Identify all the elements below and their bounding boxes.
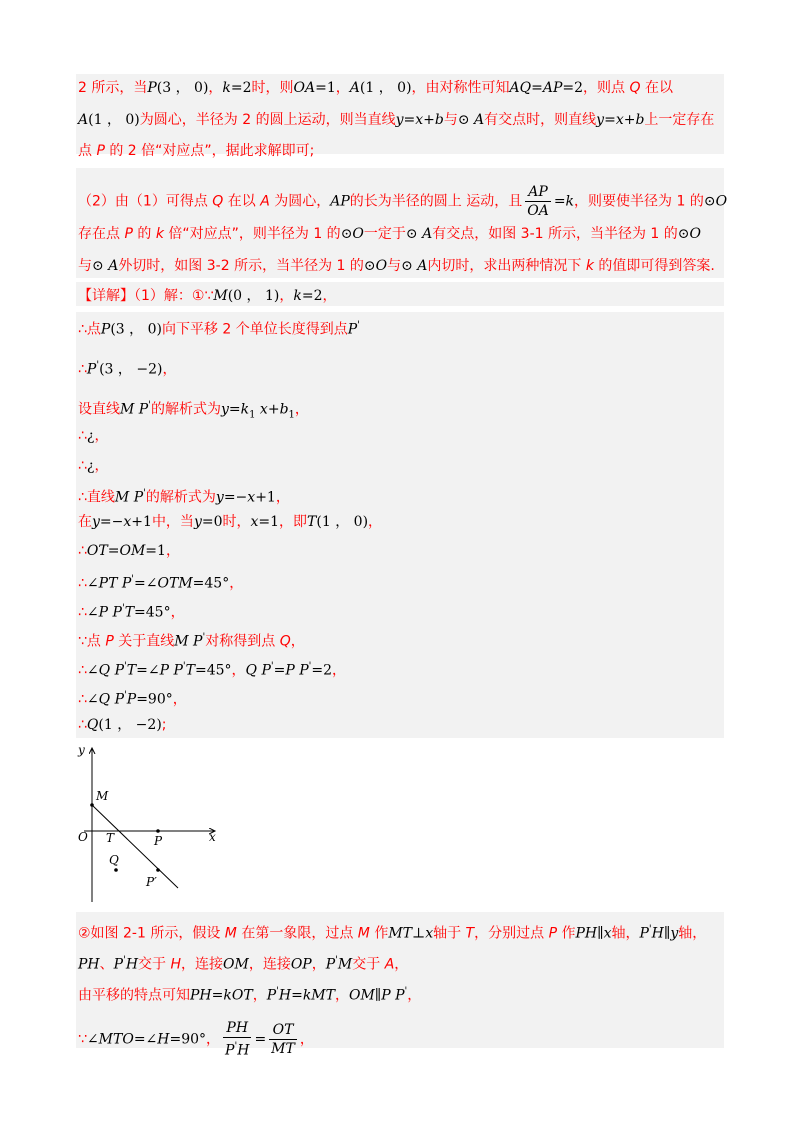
text-line-l1: 2 所示，当P(3 ， 0)，k=2时，则OA=1，A(1 ， 0)，由对称性可知AQ=AP=2，则点 Q 在以 xyxy=(78,80,673,96)
text-line-l15: ∴OT=OM=1， xyxy=(78,543,180,559)
text-line-l18: ∵点 P 关于直线M P'对称得到点 Q， xyxy=(78,632,305,650)
text-line-l8: ∴点P(3 ， 0)向下平移 2 个单位长度得到点P' xyxy=(78,320,360,338)
text-line-l21: ∴Q(1 ， −2); xyxy=(78,717,167,733)
label-m: M xyxy=(96,789,109,803)
label-t: T xyxy=(106,831,115,845)
text-line-l14: 在y=−x+1中，当y=0时，x=1，即T(1 ， 0)， xyxy=(78,514,383,530)
text-line-l11: ∴¿， xyxy=(78,428,109,444)
label-p-prime: P′ xyxy=(146,875,157,889)
text-line-l25: ∵∠MTO=∠H=90°， $\frac{PH}{P'H}$ = $\frac{OT}{MT}$ ， xyxy=(78,1020,314,1059)
text-line-l2: A(1 ， 0)为圆心，半径为 2 的圆上运动，则当直线y=x+b与⊙ A有交点时，则直线y=x+b上一定存在 xyxy=(78,112,715,128)
text-line-l19: ∴∠Q P'T=∠P P'T=45°，Q P'=P P'=2， xyxy=(78,661,347,679)
text-line-l3: 点 P 的 2 倍“对应点”，据此求解即可; xyxy=(78,143,315,159)
label-o: O xyxy=(78,830,88,844)
text-line-l4: （2）由（1）可得点 Q 在以 A 为圆心，AP的长为半径的圆上 运动，且 $\frac{AP}{OA}$ =k，则要使半径为 1 的⊙O xyxy=(78,184,728,219)
coordinate-figure xyxy=(76,742,219,905)
text-line-l17: ∴∠P P'T=45°， xyxy=(78,603,185,621)
text-line-l6: 与⊙ A外切时，如图 3-2 所示，当半径为 1 的⊙O与⊙ A内切时，求出两种情况下 k 的值即可得到答案. xyxy=(78,258,715,274)
text-line-l9: ∴P'(3 ， −2)， xyxy=(78,360,177,378)
label-q: Q xyxy=(109,853,119,867)
text-line-l23: PH、P'H交于 H，连接OM，连接OP，P'M交于 A， xyxy=(78,955,409,973)
label-x: x xyxy=(209,830,216,844)
point-m xyxy=(90,803,94,807)
text-line-l10: 设直线M P'的解析式为$y=k_1$ $x+b_1$， xyxy=(78,400,309,421)
label-p: P xyxy=(154,834,163,848)
point-q xyxy=(114,868,118,872)
line-mp xyxy=(92,805,178,888)
text-line-l20: ∴∠Q P'P=90°， xyxy=(78,690,187,708)
text-line-l22: ②如图 2-1 所示，假设 M 在第一象限，过点 M 作MT⊥x轴于 T，分别过点 P 作PH∥x轴，P'H∥y轴， xyxy=(78,924,707,942)
text-line-l16: ∴∠PT P'=∠OTM=45°， xyxy=(78,574,244,592)
text-line-l24: 由平移的特点可知PH=kOT，P'H=kMT，OM∥P P'， xyxy=(78,986,422,1004)
point-p xyxy=(156,829,160,833)
label-y: y xyxy=(78,743,85,757)
text-line-l12: ∴¿， xyxy=(78,458,109,474)
text-line-l5: 存在点 P 的 k 倍“对应点”，则半径为 1 的⊙O一定于⊙ A有交点，如图 3-1 所示，当半径为 1 的⊙O xyxy=(78,226,702,242)
point-p-prime xyxy=(156,868,160,872)
text-line-l7: 【详解】（1）解：①∵M(0 ， 1)，k=2， xyxy=(78,288,337,304)
text-line-l13: ∴直线M P'的解析式为y=−x+1， xyxy=(78,488,290,506)
